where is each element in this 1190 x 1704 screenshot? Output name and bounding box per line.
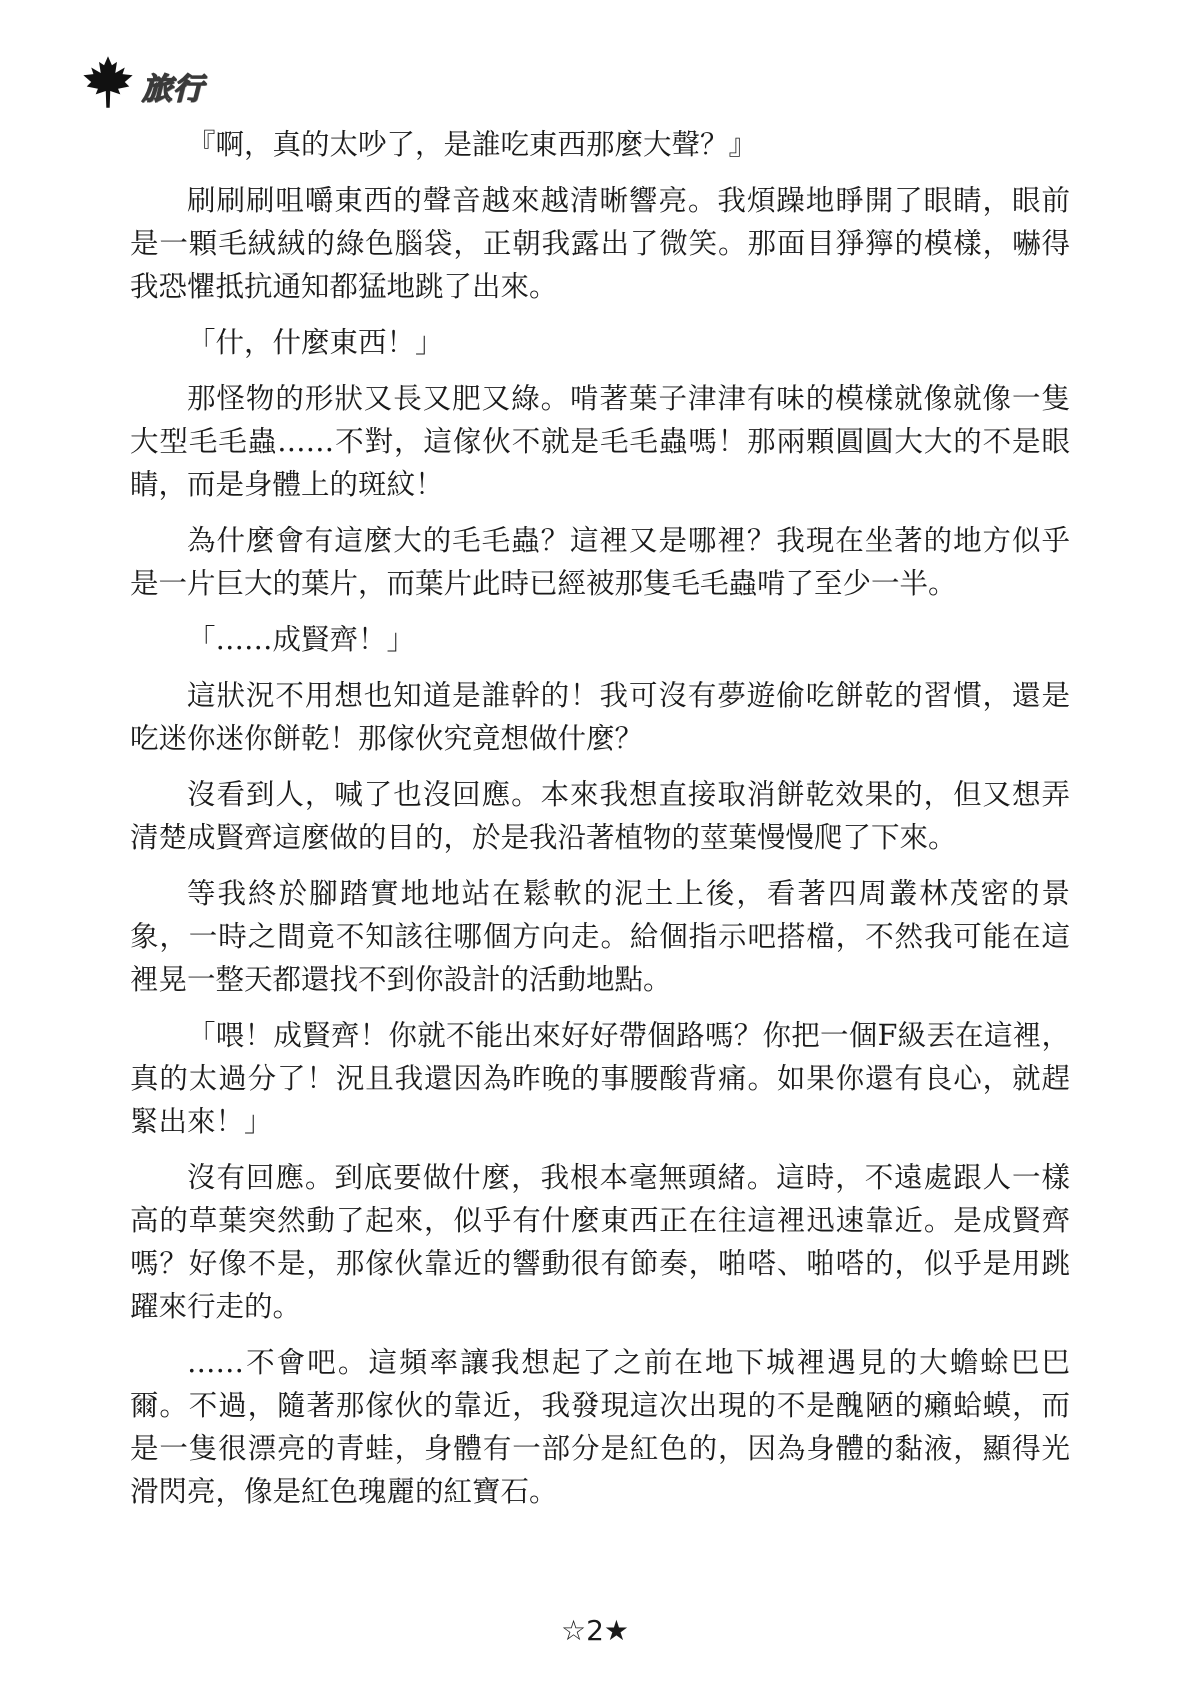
paragraph-12: ……不會吧。這頻率讓我想起了之前在地下城裡遇見的大蟾蜍巴巴爾。不過，隨著那傢伙的靠近，我發現這次出現的不是醜陋的癩蛤蟆，而是一隻很漂亮的青蛙，身體有一部分是紅色的，因為身體的黏液，顯得光滑閃亮，像是紅色瑰麗的紅寶石。 (130, 1346, 1070, 1508)
paragraph-2: 刷刷刷咀嚼東西的聲音越來越清晰響亮。我煩躁地睜開了眼睛，眼前是一顆毛絨絨的綠色腦袋，正朝我露出了微笑。那面目猙獰的模樣，嚇得我恐懼抵抗通知都猛地跳了出來。 (130, 184, 1070, 303)
page-header (80, 52, 204, 112)
paragraph-10: 「喂！成賢齊！你就不能出來好好帶個路嗎？你把一個F級丟在這裡，真的太過分了！況且我還因為昨晚的事腰酸背痛。如果你還有良心，就趕緊出來！」 (130, 1019, 1070, 1138)
paragraph-8: 沒看到人，喊了也沒回應。本來我想直接取消餅乾效果的，但又想弄清楚成賢齊這麼做的目的，於是我沿著植物的莖葉慢慢爬了下來。 (130, 778, 1070, 854)
paragraph-7: 這狀況不用想也知道是誰幹的！我可沒有夢遊偷吃餅乾的習慣，還是吃迷你迷你餅乾！那傢伙究竟想做什麼？ (130, 679, 1070, 755)
paragraph-9: 等我終於腳踏實地地站在鬆軟的泥土上後，看著四周叢林茂密的景象，一時之間竟不知該往哪個方向走。給個指示吧搭檔，不然我可能在這裡晃一整天都還找不到你設計的活動地點。 (130, 877, 1070, 996)
header-title: 旅行 (142, 72, 204, 107)
paragraph-11: 沒有回應。到底要做什麼，我根本毫無頭緒。這時，不遠處跟人一樣高的草葉突然動了起來，似乎有什麼東西正在往這裡迅速靠近。是成賢齊嗎？好像不是，那傢伙靠近的響動很有節奏，啪嗒、啪嗒的，似乎是用跳躍來行走的。 (130, 1161, 1070, 1323)
chapter-body (130, 123, 1070, 1526)
paragraph-5: 為什麼會有這麼大的毛毛蟲？這裡又是哪裡？我現在坐著的地方似乎是一片巨大的葉片，而葉片此時已經被那隻毛毛蟲啃了至少一半。 (130, 524, 1070, 600)
page-number: ☆2★ (560, 1614, 630, 1647)
paragraph-3: 「什，什麼東西！」 (187, 326, 444, 359)
maple-leaf-icon (80, 53, 136, 111)
paragraph-4: 那怪物的形狀又長又肥又綠。啃著葉子津津有味的模樣就像就像一隻大型毛毛蟲……不對，這傢伙不就是毛毛蟲嗎！那兩顆圓圓大大的不是眼睛，而是身體上的斑紋！ (130, 382, 1070, 501)
paragraph-1: 『啊，真的太吵了，是誰吃東西那麼大聲？』 (187, 128, 758, 161)
paragraph-6: 「……成賢齊！」 (187, 623, 416, 656)
